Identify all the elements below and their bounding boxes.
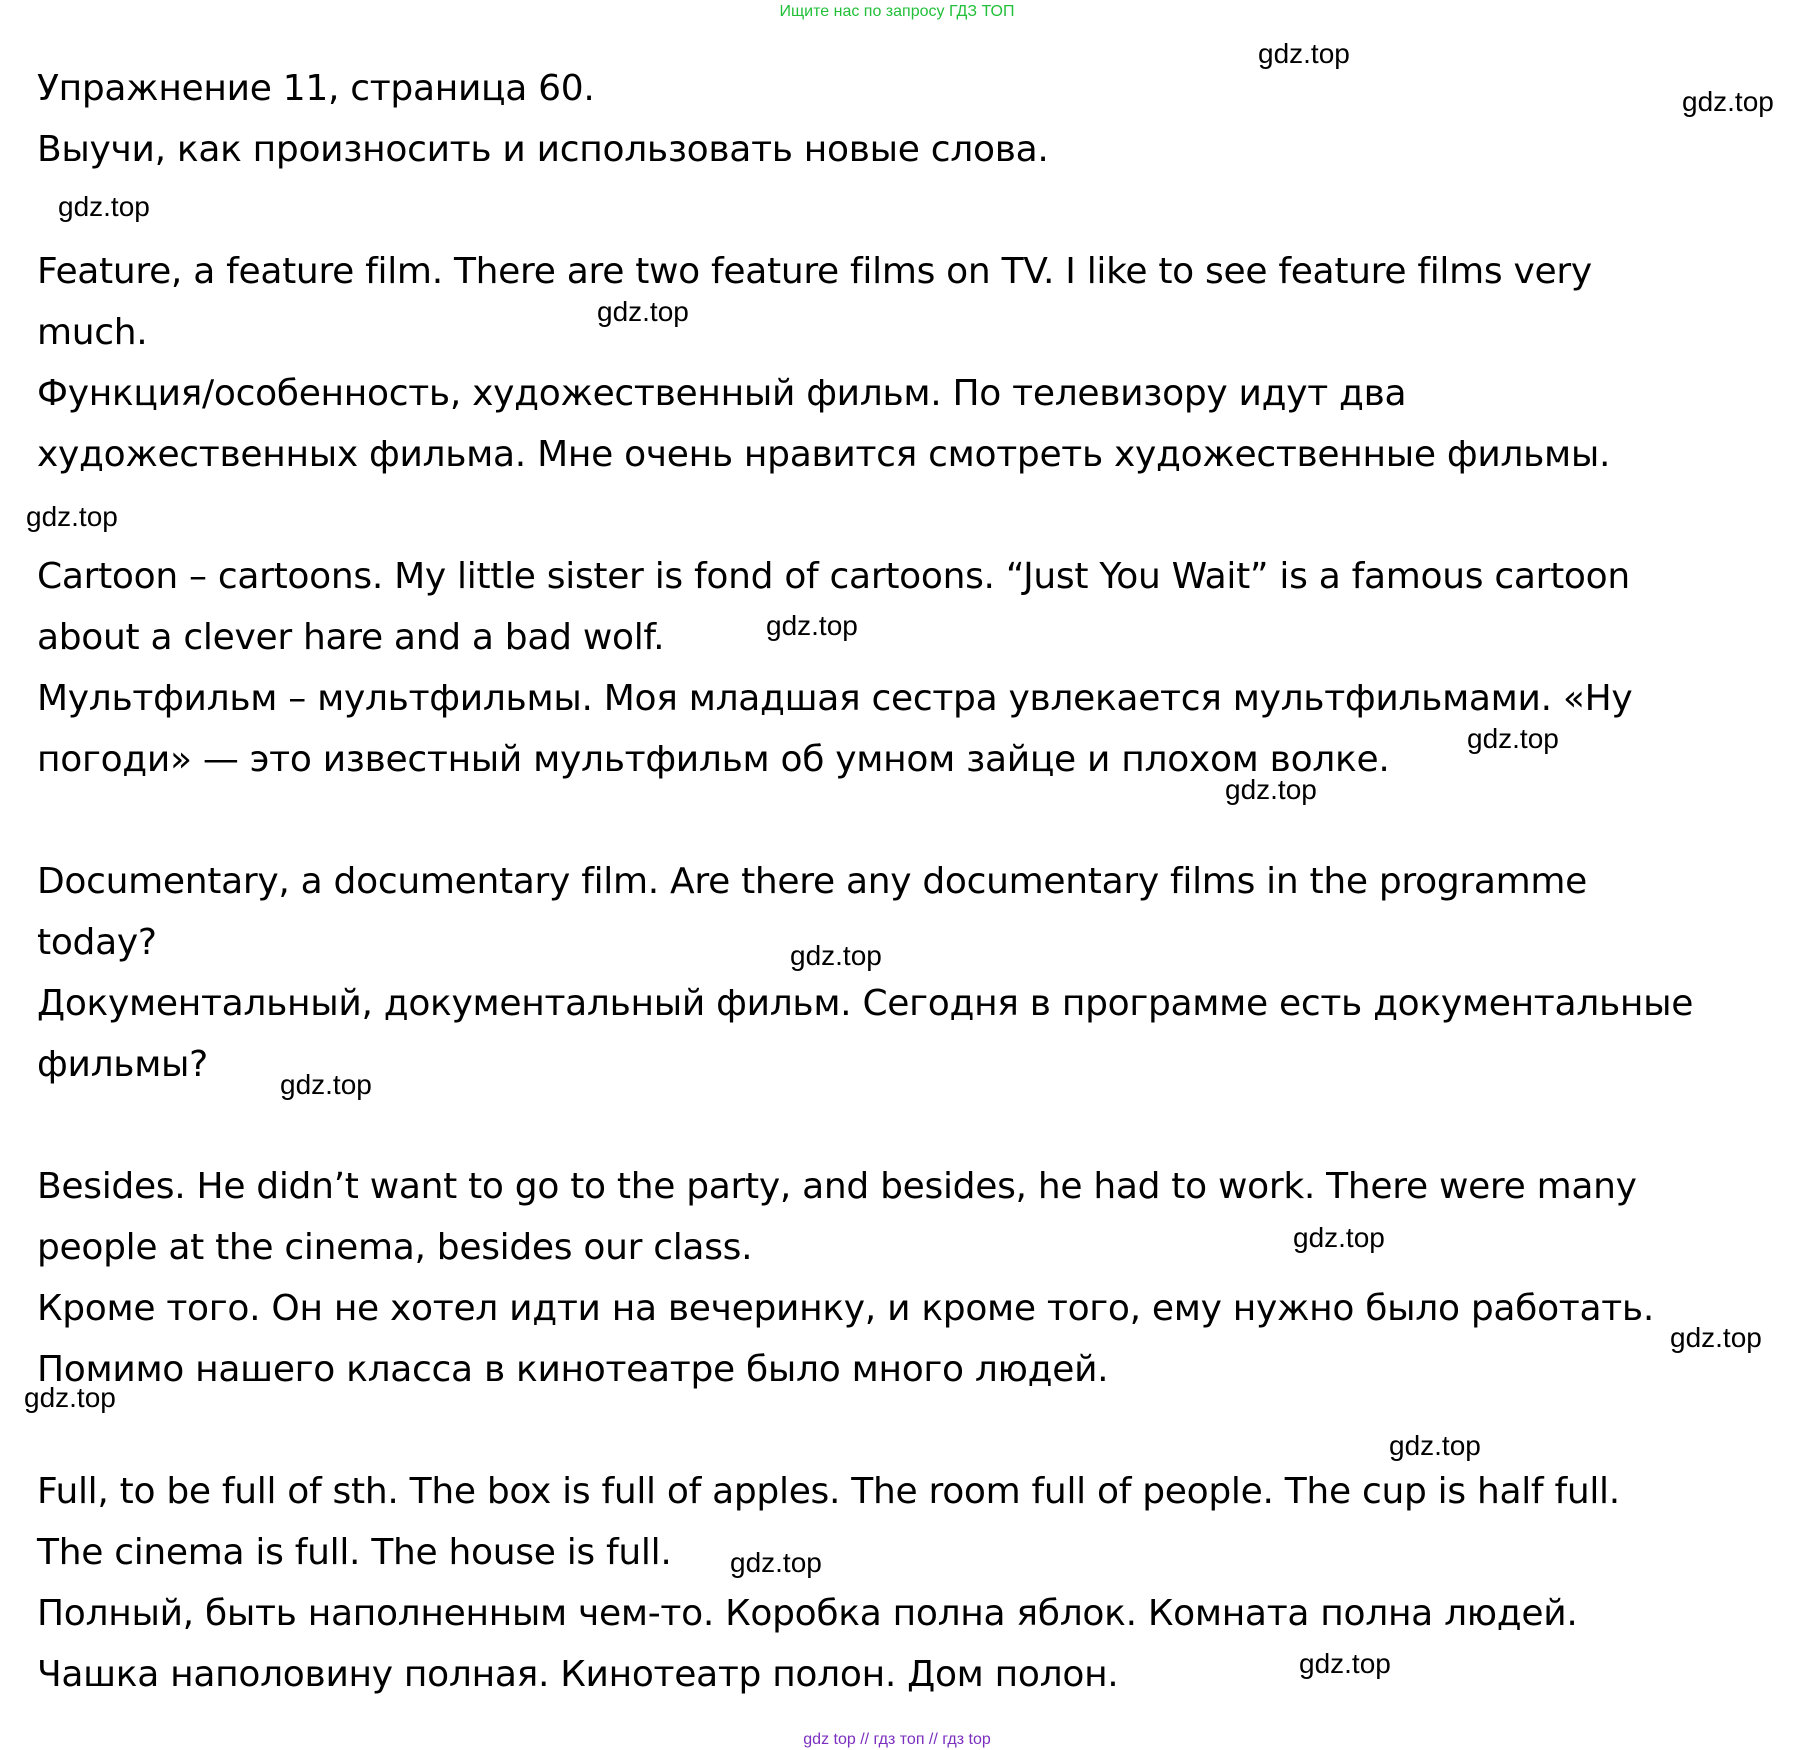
- cartoon-ru-line-2: погоди» — это известный мультфильм об умном зайце и плохом волке.: [37, 739, 1390, 780]
- watermark: gdz.top: [1299, 1648, 1391, 1679]
- feature-en-line-1: Feature, a feature film. There are two feature films on TV. I like to see feature films very: [37, 251, 1592, 292]
- full-en-line-1: Full, to be full of sth. The box is full of apples. The room full of people. The cup is half full.: [37, 1471, 1620, 1512]
- spacer: [37, 790, 1777, 851]
- watermark: gdz.top: [597, 296, 689, 327]
- footer-links: gdz top // гдз топ // гдз top: [803, 1731, 991, 1748]
- watermark: gdz.top: [1467, 723, 1559, 754]
- besides-en-line-1: Besides. He didn’t want to go to the party, and besides, he had to work. There were many: [37, 1166, 1637, 1207]
- spacer: [37, 1095, 1777, 1156]
- watermark: gdz.top: [1225, 774, 1317, 805]
- full-en-line-2: The cinema is full. The house is full.: [37, 1532, 672, 1573]
- spacer: [37, 180, 1777, 241]
- watermark: gdz.top: [1670, 1322, 1762, 1353]
- watermark: gdz.top: [24, 1382, 116, 1413]
- documentary-ru-line-2: фильмы?: [37, 1044, 208, 1085]
- watermark: gdz.top: [26, 501, 118, 532]
- top-banner: Ищите нас по запросу ГДЗ ТОП: [779, 3, 1015, 20]
- documentary-en-line-1: Documentary, a documentary film. Are there any documentary films in the programme: [37, 861, 1588, 902]
- watermark: gdz.top: [730, 1547, 822, 1578]
- exercise-instruction: Выучи, как произносить и использовать новые слова.: [37, 129, 1049, 170]
- documentary-ru-line-1: Документальный, документальный фильм. Сегодня в программе есть документальные: [37, 983, 1694, 1024]
- watermark: gdz.top: [1293, 1222, 1385, 1253]
- besides-ru-line-2: Помимо нашего класса в кинотеатре было много людей.: [37, 1349, 1109, 1390]
- watermark: gdz.top: [1682, 86, 1774, 117]
- cartoon-en-line-2: about a clever hare and a bad wolf.: [37, 617, 665, 658]
- full-ru-line-1: Полный, быть наполненным чем-то. Коробка полна яблок. Комната полна людей.: [37, 1593, 1578, 1634]
- exercise-title: Упражнение 11, страница 60.: [37, 68, 595, 109]
- watermark: gdz.top: [1389, 1430, 1481, 1461]
- cartoon-ru-line-1: Мультфильм – мультфильмы. Моя младшая сестра увлекается мультфильмами. «Ну: [37, 678, 1633, 719]
- watermark: gdz.top: [790, 940, 882, 971]
- besides-ru-line-1: Кроме того. Он не хотел идти на вечеринку, и кроме того, ему нужно было работать.: [37, 1288, 1654, 1329]
- besides-en-line-2: people at the cinema, besides our class.: [37, 1227, 753, 1268]
- watermark: gdz.top: [58, 191, 150, 222]
- exercise-text: [37, 58, 1777, 1705]
- cartoon-en-line-1: Cartoon – cartoons. My little sister is fond of cartoons. “Just You Wait” is a famous cartoon: [37, 556, 1630, 597]
- watermark: gdz.top: [280, 1069, 372, 1100]
- watermark: gdz.top: [1258, 38, 1350, 69]
- documentary-en-line-2: today?: [37, 922, 157, 963]
- watermark: gdz.top: [766, 610, 858, 641]
- spacer: [37, 485, 1777, 546]
- full-ru-line-2: Чашка наполовину полная. Кинотеатр полон. Дом полон.: [37, 1654, 1119, 1695]
- feature-ru-line-2: художественных фильма. Мне очень нравится смотреть художественные фильмы.: [37, 434, 1611, 475]
- feature-ru-line-1: Функция/особенность, художественный фильм. По телевизору идут два: [37, 373, 1407, 414]
- feature-en-line-2: much.: [37, 312, 148, 353]
- spacer: [37, 1400, 1777, 1461]
